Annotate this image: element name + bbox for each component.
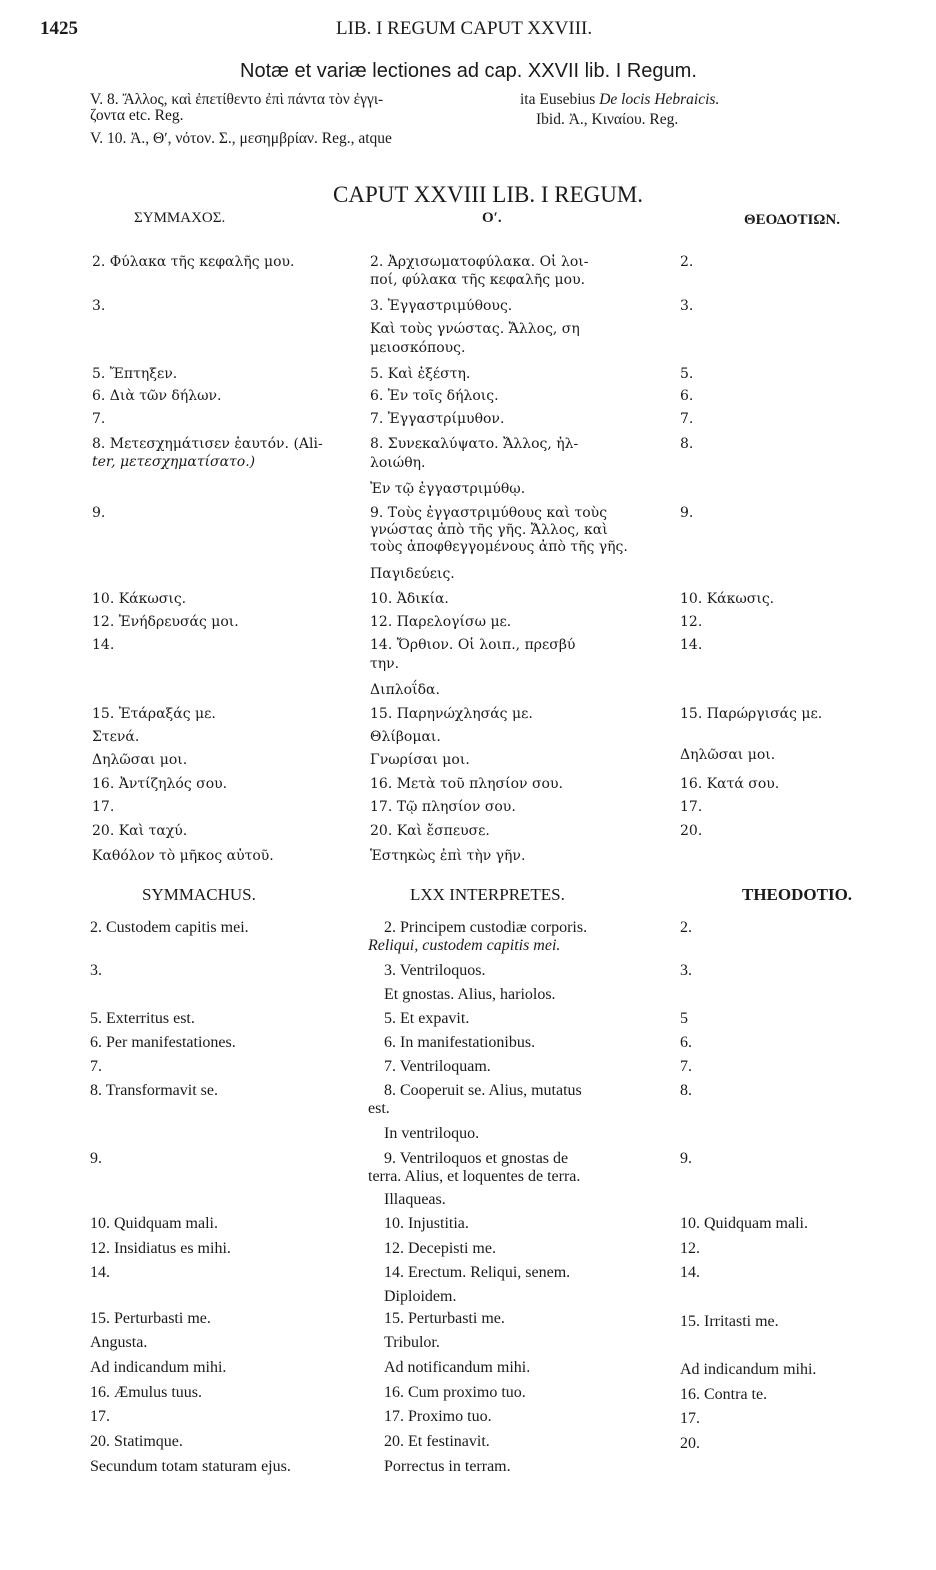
latin-lxx-entry: 20. Et festinavit. xyxy=(384,1433,490,1450)
latin-lxx-entry: 2. Principem custodiæ corporis. xyxy=(384,919,588,936)
latin-sym-entry: 17. xyxy=(90,1408,110,1425)
greek-lxx-entry: λοιώθη. xyxy=(370,455,426,471)
latin-theo-entry: 8. xyxy=(680,1082,692,1099)
greek-lxx-entry: 8. Συνεκαλύψατο. Ἄλλος, ἠλ- xyxy=(370,436,579,452)
greek-theo-entry: 7. xyxy=(680,411,694,427)
greek-sym-entry: Στενά. xyxy=(92,729,140,745)
latin-lxx-entry: 8. Cooperuit se. Alius, mutatus xyxy=(384,1082,582,1099)
latin-sym-entry: Secundum totam staturam ejus. xyxy=(90,1458,291,1475)
greek-sym-entry: 5. Ἔπτηξεν. xyxy=(92,366,178,382)
greek-sym-entry: Καθόλον τὸ μῆκος αὐτοῦ. xyxy=(92,848,274,864)
chapter-title: CAPUT XXVIII LIB. I REGUM. xyxy=(333,182,644,207)
greek-lxx-entry: 3. Ἐγγαστριμύθους. xyxy=(370,298,513,314)
note-left-line: ζοντα etc. Reg. xyxy=(90,107,184,124)
greek-lxx-entry: 15. Παρηνώχλησάς με. xyxy=(370,706,533,722)
latin-sym-entry: 2. Custodem capitis mei. xyxy=(90,919,249,936)
latin-theo-entry: Ad indicandum mihi. xyxy=(680,1361,817,1378)
note-right-book: De locis Hebraicis. xyxy=(599,91,720,108)
greek-theo-entry: 8. xyxy=(680,436,694,452)
latin-sym-entry: 10. Quidquam mali. xyxy=(90,1215,218,1232)
greek-sym-entry: 6. Διὰ τῶν δήλων. xyxy=(92,388,222,404)
latin-lxx-entry: 9. Ventriloquos et gnostas de xyxy=(384,1150,569,1167)
greek-lxx-entry: ποί, φύλακα τῆς κεφαλῆς μου. xyxy=(370,272,586,288)
latin-sym-entry: 14. xyxy=(90,1264,110,1281)
latin-sym-entry: 8. Transformavit se. xyxy=(90,1082,218,1099)
latin-sym-entry: Angusta. xyxy=(90,1334,148,1351)
note-right-text: ita Eusebius xyxy=(520,91,600,108)
latin-sym-entry: 15. Perturbasti me. xyxy=(90,1310,211,1327)
latin-lxx-entry: Reliqui, custodem capitis mei. xyxy=(368,937,561,954)
latin-lxx-entry: 15. Perturbasti me. xyxy=(384,1310,505,1327)
greek-theo-entry: 3. xyxy=(680,298,694,314)
latin-lxx-entry: Et gnostas. Alius, hariolos. xyxy=(384,986,556,1003)
latin-sym-entry: 9. xyxy=(90,1150,102,1167)
greek-lxx-entry: 16. Μετὰ τοῦ πλησίον σου. xyxy=(370,776,563,792)
greek-lxx-entry: Ἑστηκὼς ἐπὶ τὴν γῆν. xyxy=(370,848,526,864)
greek-lxx-entry: 14. Ὄρθιον. Οἱ λοιπ., πρεσβύ xyxy=(370,637,576,653)
greek-sym-entry: 3. xyxy=(92,298,106,314)
greek-theo-entry: 5. xyxy=(680,366,694,382)
greek-theo-entry: Δηλῶσαι μοι. xyxy=(680,747,776,763)
latin-lxx-entry: 12. Decepisti me. xyxy=(384,1240,496,1257)
latin-theo-entry: 9. xyxy=(680,1150,692,1167)
latin-sym-entry: 12. Insidiatus es mihi. xyxy=(90,1240,231,1257)
latin-lxx-entry: 5. Et expavit. xyxy=(384,1010,470,1027)
greek-sym-entry: 15. Ἐτάραξάς με. xyxy=(92,706,216,722)
greek-lxx-entry: Διπλοΐδα. xyxy=(370,682,440,698)
greek-lxx-entry: 7. Ἐγγαστρίμυθον. xyxy=(370,411,505,427)
latin-lxx-entry: In ventriloquo. xyxy=(384,1125,480,1142)
greek-sym-entry: Δηλῶσαι μοι. xyxy=(92,752,188,768)
latin-lxx-entry: 16. Cum proximo tuo. xyxy=(384,1384,526,1401)
latin-lxx-entry: Diploidem. xyxy=(384,1288,457,1305)
latin-theo-entry: 3. xyxy=(680,962,692,979)
greek-theo-entry: 9. xyxy=(680,505,694,521)
greek-lxx-entry: την. xyxy=(370,656,400,672)
greek-lxx-entry: 17. Τῷ πλησίον σου. xyxy=(370,799,516,815)
latin-lxx-entry: Porrectus in terram. xyxy=(384,1458,511,1475)
greek-header-lxx: Οʹ. xyxy=(482,210,502,226)
note-right-line xyxy=(520,92,719,108)
greek-lxx-entry: Ἐν τῷ ἐγγαστριμύθῳ. xyxy=(370,481,526,497)
greek-theo-entry: 14. xyxy=(680,637,703,653)
notes-title: Notæ et variæ lectiones ad cap. XXVII lib. I Regum. xyxy=(240,60,697,82)
greek-lxx-entry: Καὶ τοὺς γνώστας. Ἄλλος, ση xyxy=(370,321,580,337)
latin-theo-entry: 16. Contra te. xyxy=(680,1386,768,1403)
greek-theo-entry: 2. xyxy=(680,254,694,270)
latin-theo-entry: 12. xyxy=(680,1240,700,1257)
greek-sym-entry: 16. Ἀντίζηλός σου. xyxy=(92,776,228,792)
latin-theo-entry: 7. xyxy=(680,1058,692,1075)
greek-theo-entry: 17. xyxy=(680,799,703,815)
greek-lxx-entry: 5. Καὶ ἐξέστη. xyxy=(370,366,471,382)
greek-header-symmachus: ΣΥΜΜΑΧΟΣ. xyxy=(134,210,226,226)
greek-theo-entry: 12. xyxy=(680,614,703,630)
greek-theo-entry: 10. Κάκωσις. xyxy=(680,591,775,607)
greek-sym-entry: 10. Κάκωσις. xyxy=(92,591,187,607)
latin-lxx-entry: terra. Alius, et loquentes de terra. xyxy=(368,1168,581,1185)
greek-theo-entry: 15. Παρώργισάς με. xyxy=(680,706,823,722)
greek-lxx-entry: γνώστας ἀπὸ τῆς γῆς. Ἄλλος, καὶ xyxy=(370,522,608,538)
greek-lxx-entry: 2. Ἀρχισωματοφύλακα. Οἱ λοι- xyxy=(370,254,589,270)
greek-theo-entry: 20. xyxy=(680,823,703,839)
latin-lxx-entry: Ad notificandum mihi. xyxy=(384,1359,531,1376)
latin-theo-entry: 17. xyxy=(680,1410,700,1427)
greek-sym-entry: 17. xyxy=(92,799,115,815)
latin-lxx-entry: Tribulor. xyxy=(384,1334,440,1351)
page-number: 1425 xyxy=(40,18,78,39)
latin-sym-entry: 20. Statimque. xyxy=(90,1433,183,1450)
greek-lxx-entry: 12. Παρελογίσω με. xyxy=(370,614,512,630)
latin-lxx-entry: 14. Erectum. Reliqui, senem. xyxy=(384,1264,571,1281)
greek-sym-entry: 2. Φύλακα τῆς κεφαλῆς μου. xyxy=(92,254,295,270)
latin-sym-entry: 6. Per manifestationes. xyxy=(90,1034,236,1051)
latin-lxx-entry: 3. Ventriloquos. xyxy=(384,962,486,979)
greek-lxx-entry: 6. Ἐν τοῖς δήλοις. xyxy=(370,388,499,404)
greek-lxx-entry: 9. Τοὺς ἐγγαστριμύθους καὶ τοὺς xyxy=(370,505,608,521)
greek-sym-entry: 14. xyxy=(92,637,115,653)
greek-theo-entry: 6. xyxy=(680,388,694,404)
greek-lxx-entry: Θλίβομαι. xyxy=(370,729,441,745)
latin-lxx-entry: Illaqueas. xyxy=(384,1191,446,1208)
latin-lxx-entry: 7. Ventriloquam. xyxy=(384,1058,491,1075)
greek-sym-entry: 7. xyxy=(92,411,106,427)
latin-header-symmachus: SYMMACHUS. xyxy=(142,885,256,904)
note-left-line: V. 10. Ἀ., Θʹ, νότον. Σ., μεσημβρίαν. Reg., atque xyxy=(90,130,392,147)
greek-lxx-entry: τοὺς ἀποφθεγγομένους ἀπὸ τῆς γῆς. xyxy=(370,539,628,555)
greek-theo-entry: 16. Κατά σου. xyxy=(680,776,780,792)
latin-header-theodotion: THEODOTIO. xyxy=(742,885,853,904)
running-title: LIB. I REGUM CAPUT XXVIII. xyxy=(336,18,593,39)
greek-lxx-entry: Γνωρίσαι μοι. xyxy=(370,752,470,768)
latin-lxx-entry: 6. In manifestationibus. xyxy=(384,1034,536,1051)
latin-sym-entry: Ad indicandum mihi. xyxy=(90,1359,227,1376)
latin-lxx-entry: est. xyxy=(368,1100,390,1117)
latin-sym-entry: 7. xyxy=(90,1058,102,1075)
greek-sym-entry: ter, μετεσχηματίσατο.) xyxy=(92,454,256,470)
latin-sym-entry: 3. xyxy=(90,962,102,979)
latin-theo-entry: 6. xyxy=(680,1034,692,1051)
latin-theo-entry: 2. xyxy=(680,919,692,936)
greek-sym-entry: 20. Καὶ ταχύ. xyxy=(92,823,188,839)
latin-lxx-entry: 10. Injustitia. xyxy=(384,1215,469,1232)
greek-lxx-entry: 10. Ἀδικία. xyxy=(370,591,449,607)
greek-header-theodotion: ΘΕΟΔΟΤΙΩΝ. xyxy=(744,212,840,228)
greek-sym-entry: 12. Ἐνήδρευσάς μοι. xyxy=(92,614,239,630)
greek-lxx-entry: 20. Καὶ ἔσπευσε. xyxy=(370,823,490,839)
latin-theo-entry: 15. Irritasti me. xyxy=(680,1313,779,1330)
greek-sym-entry: 9. xyxy=(92,505,106,521)
latin-sym-entry: 5. Exterritus est. xyxy=(90,1010,195,1027)
latin-sym-entry: 16. Æmulus tuus. xyxy=(90,1384,203,1401)
greek-lxx-entry: μειοσκόπους. xyxy=(370,340,466,356)
latin-theo-entry: 5 xyxy=(680,1010,688,1027)
greek-lxx-entry: Παγιδεύεις. xyxy=(370,566,455,582)
latin-header-lxx: LXX INTERPRETES. xyxy=(410,885,565,904)
latin-theo-entry: 20. xyxy=(680,1435,700,1452)
latin-theo-entry: 10. Quidquam mali. xyxy=(680,1215,808,1232)
note-left-line: V. 8. Ἄλλος, καὶ ἐπετίθεντο ἐπὶ πάντα τὸν ἐγγι- xyxy=(90,91,384,108)
note-right-line: Ibid. Ἀ., Κιναίου. Reg. xyxy=(536,111,679,128)
latin-theo-entry: 14. xyxy=(680,1264,700,1281)
greek-sym-entry: 8. Μετεσχημάτισεν ἑαυτόν. (Ali- xyxy=(92,436,323,452)
latin-lxx-entry: 17. Proximo tuo. xyxy=(384,1408,492,1425)
